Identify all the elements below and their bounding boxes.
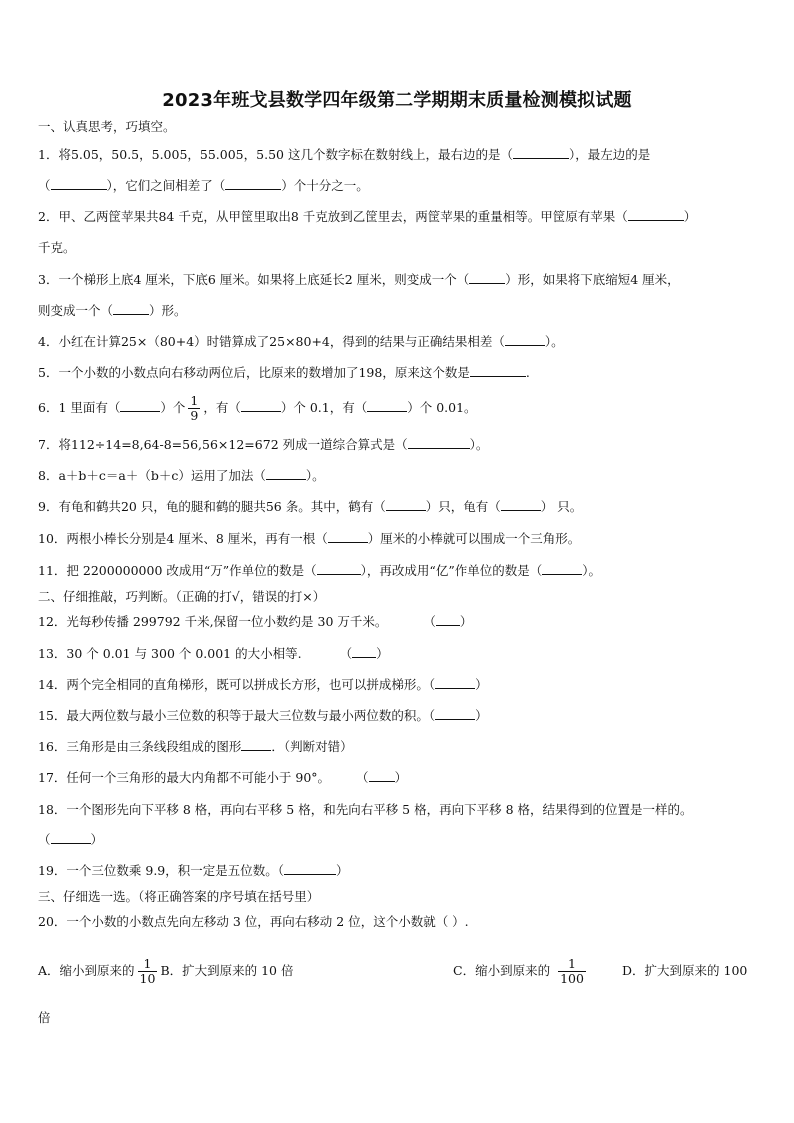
question-16: 16．三角形是由三条线段组成的图形 ．（判断对错）	[38, 739, 353, 754]
answer-blank[interactable]	[367, 399, 407, 412]
page-title: 2023年班戈县数学四年级第二学期期末质量检测模拟试题	[162, 90, 632, 111]
answer-blank[interactable]	[317, 562, 361, 575]
choice-c[interactable]: C．缩小到原来的 $\frac{1}{100}$	[453, 956, 584, 986]
question-17: 17．任何一个三角形的最大内角都不可能小于 90°。 （ ）	[38, 770, 408, 785]
choice-d-continuation: 倍	[38, 1010, 51, 1025]
answer-blank[interactable]	[469, 271, 505, 284]
answer-blank[interactable]	[386, 498, 426, 511]
answer-blank[interactable]	[628, 208, 684, 221]
section-heading-3: 三、仔细选一选。（将正确答案的序号填在括号里）	[38, 889, 320, 904]
question-9: 9．有龟和鹤共20 只，龟的腿和鹤的腿共56 条。其中，鹤有（ ）只，龟有（ ） 只。	[38, 499, 583, 514]
question-1-line-1: 1．将5.05，50.5，5.005，55.005，5.50 这几个数字标在数射线上，最右边的是（ ），最左边的是	[38, 147, 651, 162]
fraction-one-ninth: $\frac{1}{9}$	[190, 393, 199, 423]
question-7: 7．将112÷14=8,64-8=56,56×12=672 列成一道综合算式是（ ）。	[38, 437, 489, 452]
answer-blank[interactable]	[51, 177, 107, 190]
answer-blank[interactable]	[513, 146, 569, 159]
answer-blank[interactable]	[225, 177, 281, 190]
answer-blank[interactable]	[408, 436, 470, 449]
answer-blank[interactable]	[113, 302, 149, 315]
answer-blank[interactable]	[436, 613, 460, 626]
question-8: 8．a＋b＋c＝a＋（b＋c）运用了加法（ ）。	[38, 468, 325, 483]
answer-blank[interactable]	[435, 707, 475, 720]
answer-blank[interactable]	[505, 333, 545, 346]
question-11: 11．把 2200000000 改成用“万”作单位的数是（ ），再改成用“亿”作单位的数是（ ）。	[38, 563, 601, 578]
question-1-line-2: （ ），它们之间相差了（ ）个十分之一。	[38, 178, 369, 193]
answer-blank[interactable]	[266, 467, 306, 480]
choice-d[interactable]: D．扩大到原来的 100	[622, 963, 748, 978]
section-heading-2: 二、仔细推敲，巧判断。（正确的打√，错误的打×）	[38, 589, 326, 604]
question-14: 14．两个完全相同的直角梯形，既可以拼成长方形，也可以拼成梯形。（ ）	[38, 677, 488, 692]
question-4: 4．小红在计算25×（80+4）时错算成了25×80+4，得到的结果与正确结果相差（ ）。	[38, 334, 564, 349]
fraction-one-tenth: $\frac{1}{10}$	[139, 956, 156, 986]
answer-blank[interactable]	[501, 498, 541, 511]
question-3-line-2: 则变成一个（ ）形。	[38, 303, 187, 318]
answer-blank[interactable]	[51, 831, 91, 844]
question-15: 15．最大两位数与最小三位数的积等于最大三位数与最小两位数的积。（ ）	[38, 708, 488, 723]
question-2-line-1: 2．甲、乙两筐苹果共84 千克，从甲筐里取出8 千克放到乙筐里去，两筐苹果的重量相等。甲筐原有苹果（ ）	[38, 209, 697, 224]
question-18-line-1: 18．一个图形先向下平移 8 格，再向右平移 5 格，和先向右平移 5 格，再向下平移 8 格，结果得到的位置是一样的。	[38, 802, 693, 817]
answer-blank[interactable]	[241, 738, 271, 751]
question-13: 13．30 个 0.01 与 300 个 0.001 的大小相等. （ ）	[38, 646, 389, 661]
question-5: 5．一个小数的小数点向右移动两位后，比原来的数增加了198，原来这个数是 .	[38, 365, 530, 380]
question-3-line-1: 3．一个梯形上底4 厘米，下底6 厘米。如果将上底延长2 厘米，则变成一个（ ）形，如果将下底缩短4 厘米，	[38, 272, 680, 287]
answer-blank[interactable]	[435, 676, 475, 689]
choice-a[interactable]: A．缩小到原来的 $\frac{1}{10}$ B．扩大到原来的 10 倍	[38, 956, 294, 986]
answer-blank[interactable]	[470, 364, 526, 377]
question-18-line-2: （ ）	[38, 832, 104, 847]
answer-blank[interactable]	[369, 769, 395, 782]
question-6: 6．1 里面有（ ）个 $\frac{1}{9}$ ，有（ ）个 0.1，有（ ）个 0.01。	[38, 393, 477, 423]
section-heading-1: 一、认真思考，巧填空。	[38, 119, 176, 134]
question-2-line-2: 千克。	[38, 240, 76, 255]
fraction-one-hundredth: $\frac{1}{100}$	[560, 956, 584, 986]
answer-blank[interactable]	[352, 645, 376, 658]
answer-blank[interactable]	[328, 530, 368, 543]
choice-b[interactable]: B．扩大到原来的 10 倍	[160, 963, 294, 978]
question-12: 12．光每秒传播 299792 千米,保留一位小数约是 30 万千米。 （ ）	[38, 614, 473, 629]
answer-blank[interactable]	[241, 399, 281, 412]
question-19: 19．一个三位数乘 9.9，积一定是五位数。（ ）	[38, 863, 349, 878]
answer-blank[interactable]	[542, 562, 582, 575]
question-20-stem: 20．一个小数的小数点先向左移动 3 位，再向右移动 2 位，这个小数就（ ）.	[38, 914, 469, 929]
question-10: 10．两根小棒长分别是4 厘米、8 厘米，再有一根（ ）厘米的小棒就可以围成一个三角形。	[38, 531, 581, 546]
answer-blank[interactable]	[120, 399, 160, 412]
answer-blank[interactable]	[284, 862, 336, 875]
